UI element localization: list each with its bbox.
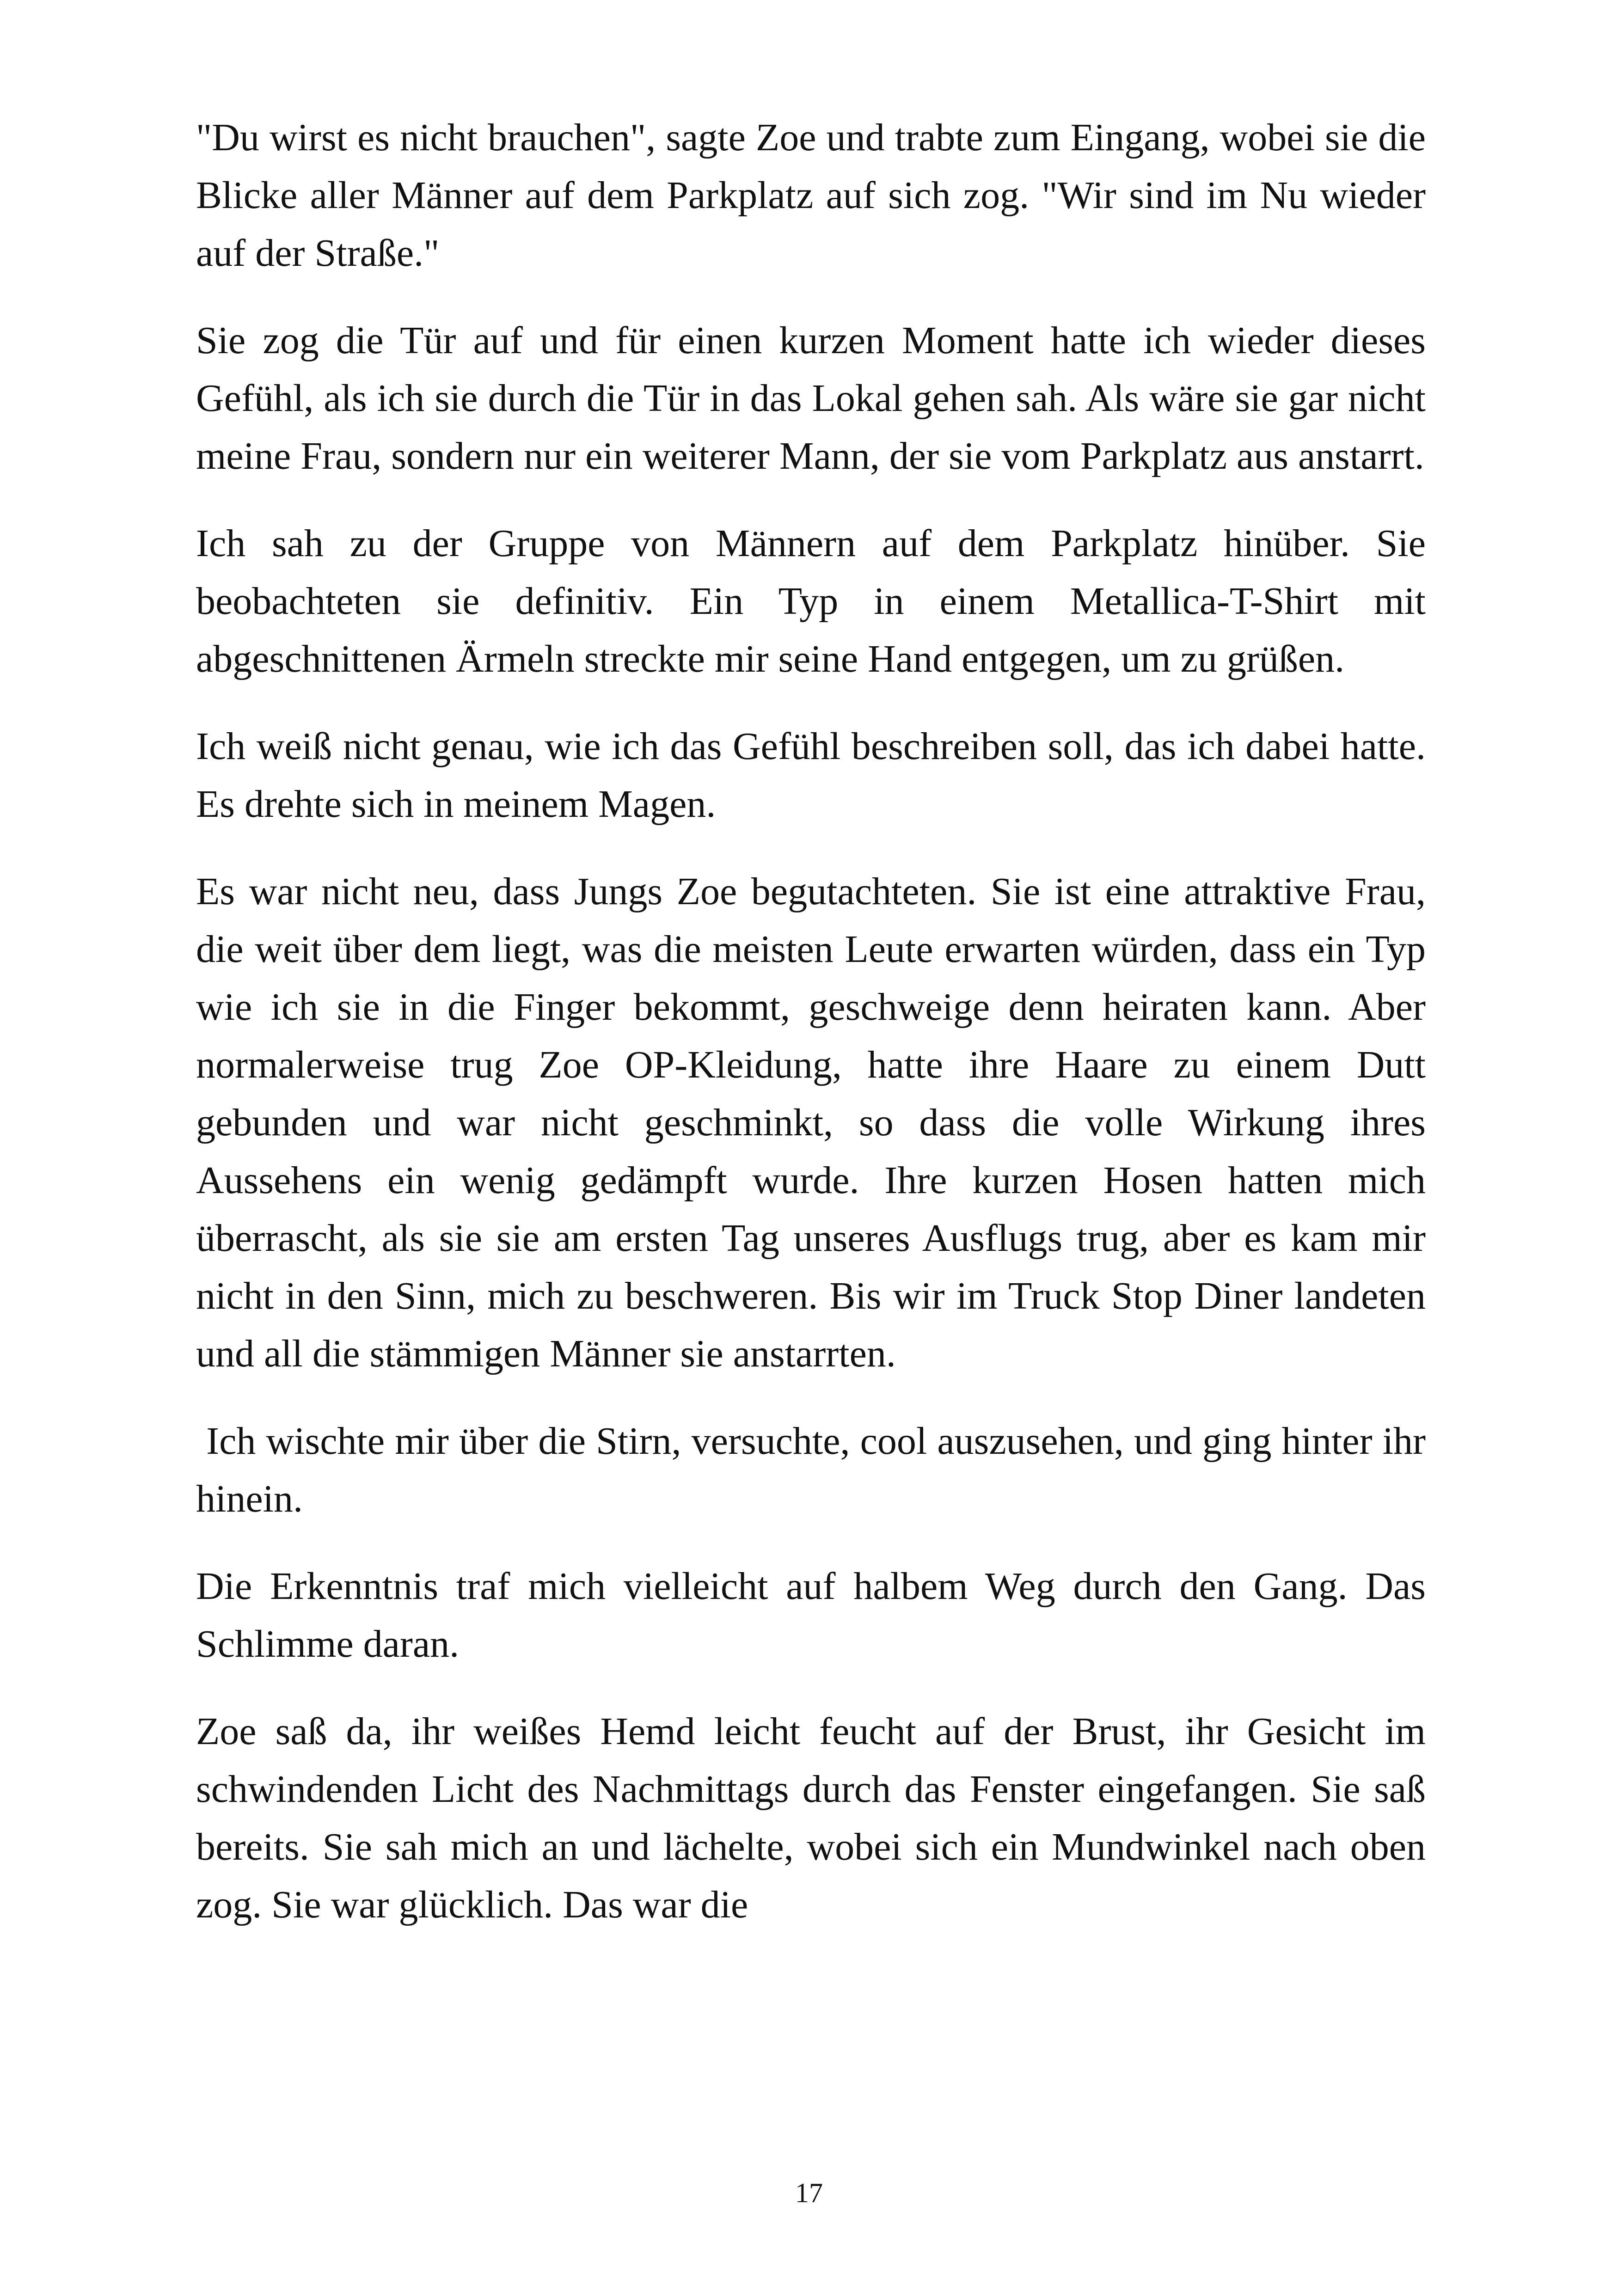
- body-text: [196, 109, 1436, 1963]
- paragraph: Ich weiß nicht genau, wie ich das Gefühl beschreiben soll, das ich dabei hatte. Es drehte sich in meinem Magen.: [196, 725, 1426, 826]
- paragraph: "Du wirst es nicht brauchen", sagte Zoe und trabte zum Eingang, wobei sie die Blicke aller Männer auf dem Parkplatz auf sich zog. "Wir sind im Nu wieder auf der Straße.": [196, 116, 1426, 275]
- paragraph: Sie zog die Tür auf und für einen kurzen Moment hatte ich wieder dieses Gefühl, als ich sie durch die Tür in das Lokal gehen sah. Als wäre sie gar nicht meine Frau, sondern nur ein weiterer Mann, der sie vom Parkplatz aus anstarrt.: [196, 319, 1426, 478]
- paragraph: Ich wischte mir über die Stirn, versuchte, cool auszusehen, und ging hinter ihr hinein.: [196, 1420, 1436, 1520]
- paragraph: Es war nicht neu, dass Jungs Zoe begutachteten. Sie ist eine attraktive Frau, die weit über dem liegt, was die meisten Leute erwarten würden, dass ein Typ wie ich sie in die Finger bekommt, geschweige denn heiraten kann. Aber normalerweise trug Zoe OP-Kleidung, hatte ihre Haare zu einem Dutt gebunden und war nicht geschminkt, so dass die volle Wirkung ihres Aussehens ein wenig gedämpft wurde. Ihre kurzen Hosen hatten mich überrascht, als sie sie am ersten Tag unseres Ausflugs trug, aber es kam mir nicht in den Sinn, mich zu beschweren. Bis wir im Truck Stop Diner landeten und all die stämmigen Männer sie anstarrten.: [196, 870, 1426, 1375]
- paragraph: Die Erkenntnis traf mich vielleicht auf halbem Weg durch den Gang. Das Schlimme daran.: [196, 1565, 1426, 1665]
- page-number: 17: [795, 2178, 823, 2208]
- paragraph: Zoe saß da, ihr weißes Hemd leicht feucht auf der Brust, ihr Gesicht im schwindenden Licht des Nachmittags durch das Fenster eingefangen. Sie saß bereits. Sie sah mich an und lächelte, wobei sich ein Mundwinkel nach oben zog. Sie war glücklich. Das war die: [196, 1710, 1426, 1926]
- paragraph: Ich sah zu der Gruppe von Männern auf dem Parkplatz hinüber. Sie beobachteten sie definitiv. Ein Typ in einem Metallica-T-Shirt mit abgeschnittenen Ärmeln streckte mir seine Hand entgegen, um zu grüßen.: [196, 522, 1426, 680]
